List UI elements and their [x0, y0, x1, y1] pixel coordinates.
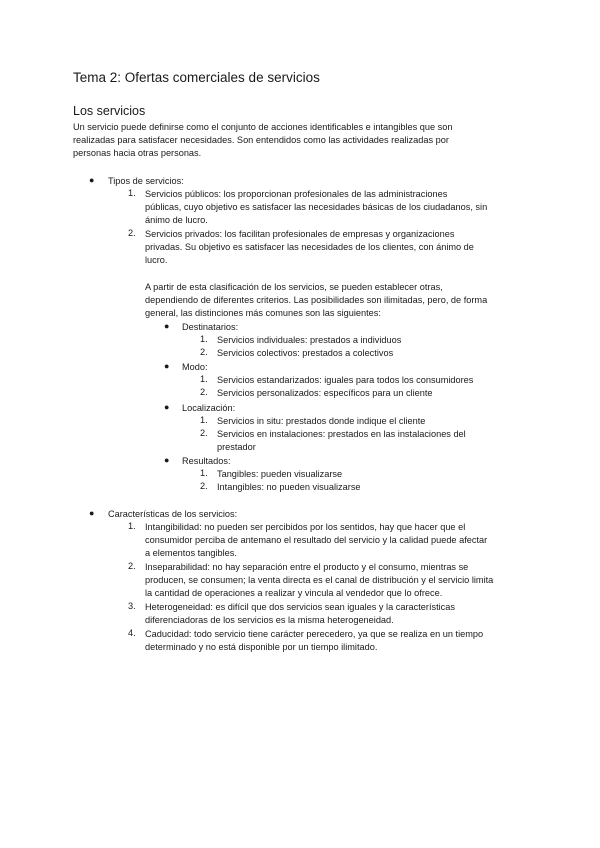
caracteristicas-label: Características de los servicios: — [108, 509, 238, 519]
list-number: 2. — [200, 481, 208, 491]
item-line: producen, se consumen; la venta directa es el canal de distribución y el servicio limita — [145, 575, 494, 585]
list-number: 4. — [128, 628, 136, 638]
bullet-icon: ● — [164, 321, 170, 331]
item-line: Heterogeneidad: es difícil que dos servicios sean iguales y la características — [145, 602, 455, 612]
list-number: 1. — [200, 334, 208, 344]
list-number: 2. — [128, 561, 136, 571]
item-line: Servicios privados: los facilitan profesionales de empresas y organizaciones — [145, 229, 455, 239]
paragraph-line: A partir de esta clasificación de los servicios, se pueden establecer otras, — [145, 282, 443, 292]
inseparabilidad-item — [145, 561, 493, 600]
paragraph-line: dependiendo de diferentes criterios. Las posibilidades son ilimitadas, pero, de forma — [145, 295, 488, 305]
list-number: 1. — [200, 468, 208, 478]
item-line: Inseparabilidad: no hay separación entre el producto y el consumo, mientras se — [145, 562, 469, 572]
item-line: públicas, cuyo objetivo es satisfacer las necesidades básicas de los ciudadanos, sin — [145, 202, 488, 212]
servicios-privados-item — [145, 228, 474, 267]
sub-item: Servicios personalizados: específicos para un cliente — [217, 388, 433, 398]
localizacion-label: Localización: — [182, 403, 236, 413]
list-number: 2. — [200, 428, 208, 438]
intro-line: Un servicio puede definirse como el conjunto de acciones identificables e intangibles que son — [73, 122, 453, 132]
bullet-icon: ● — [89, 175, 95, 185]
list-number: 1. — [128, 521, 136, 531]
section-heading: Los servicios — [73, 104, 146, 118]
intro-line: personas hacia otras personas. — [73, 148, 202, 158]
sub-item: Tangibles: pueden visualizarse — [217, 469, 343, 479]
item-line: lucro. — [145, 255, 168, 265]
bullet-icon: ● — [164, 402, 170, 412]
sub-item-line: Servicios en instalaciones: prestados en las instalaciones del — [217, 429, 466, 439]
list-number: 1. — [128, 188, 136, 198]
item-line: Servicios públicos: los proporcionan profesionales de las administraciones — [145, 189, 448, 199]
list-number: 2. — [128, 228, 136, 238]
sub-item — [217, 428, 466, 454]
intro-line: realizadas para satisfacer necesidades. Son entendidos como las actividades realizadas por — [73, 135, 449, 145]
modo-label: Modo: — [182, 362, 208, 372]
list-number: 1. — [200, 374, 208, 384]
intangibilidad-item — [145, 521, 487, 560]
list-number: 3. — [128, 601, 136, 611]
item-line: consumidor perciba de antemano el resultado del servicio y la calidad puede afectar — [145, 535, 488, 545]
sub-item: Servicios in situ: prestados donde indique el cliente — [217, 416, 426, 426]
sub-item-line: prestador — [217, 442, 256, 452]
item-line: a elementos tangibles. — [145, 548, 237, 558]
item-line: Intangibilidad: no pueden ser percibidos por los sentidos, hay que hacer que el — [145, 522, 466, 532]
list-number: 2. — [200, 387, 208, 397]
sub-item: Intangibles: no pueden visualizarse — [217, 482, 361, 492]
item-line: determinado y no está disponible por un tiempo ilimitado. — [145, 642, 378, 652]
destinatarios-label: Destinatarios: — [182, 322, 239, 332]
item-line: diferenciadoras de los servicios es la misma heterogeneidad. — [145, 615, 394, 625]
list-number: 2. — [200, 347, 208, 357]
sub-item: Servicios individuales: prestados a individuos — [217, 335, 402, 345]
item-line: ánimo de lucro. — [145, 215, 208, 225]
tipos-label: Tipos de servicios: — [108, 176, 184, 186]
intro-paragraph — [73, 121, 513, 160]
bullet-icon: ● — [89, 508, 95, 518]
clasificacion-paragraph — [145, 281, 487, 320]
list-number: 1. — [200, 415, 208, 425]
caducidad-item — [145, 628, 483, 654]
item-line: la cantidad de operaciones a realizar y vincula al vendedor que lo ofrece. — [145, 588, 443, 598]
document-title: Tema 2: Ofertas comerciales de servicios — [73, 70, 320, 85]
bullet-icon: ● — [164, 361, 170, 371]
item-line: privadas. Su objetivo es satisfacer las necesidades de los clientes, con ánimo de — [145, 242, 474, 252]
resultados-label: Resultados: — [182, 456, 231, 466]
sub-item: Servicios colectivos: prestados a colectivos — [217, 348, 394, 358]
sub-item: Servicios estandarizados: iguales para todos los consumidores — [217, 375, 474, 385]
paragraph-line: general, las distinciones más comunes son las siguientes: — [145, 308, 381, 318]
heterogeneidad-item — [145, 601, 455, 627]
servicios-publicos-item — [145, 188, 487, 227]
bullet-icon: ● — [164, 455, 170, 465]
item-line: Caducidad: todo servicio tiene carácter perecedero, ya que se realiza en un tiempo — [145, 629, 484, 639]
